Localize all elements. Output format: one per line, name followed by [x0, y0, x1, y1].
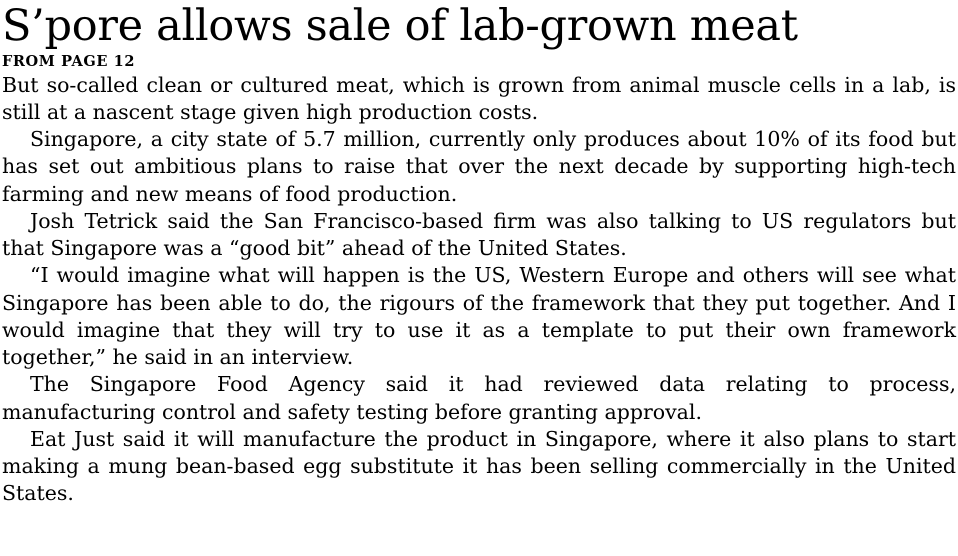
paragraph: The Singapore Food Agency said it had reviewed data relating to process, manufacturing control and safety testing before granting approval.: [2, 372, 956, 424]
article-body: [2, 72, 956, 508]
paragraph: Eat Just said it will manufacture the product in Singapore, where it also plans to start making a mung bean-based egg substitute it has been selling commercially in the United States.: [2, 426, 956, 506]
paragraph: Singapore, a city state of 5.7 million, currently only produces about 10% of its food but has set out ambitious plans to raise that over the next decade by supporting high-tech farming and new means of food production.: [2, 127, 956, 206]
continuation-kicker: FROM PAGE 12: [2, 52, 136, 70]
paragraph: But so-called clean or cultured meat, which is grown from animal muscle cells in a lab, is still at a nascent stage given high production costs.: [2, 72, 956, 124]
paragraph: Josh Tetrick said the San Francisco-based firm was also talking to US regulators but that Singapore was a “good bit” ahead of the United States.: [2, 208, 956, 261]
page-title: S’pore allows sale of lab-grown meat: [2, 1, 798, 51]
paragraph: “I would imagine what will happen is the US, Western Europe and others will see what Singapore has been able to do, the rigours of the framework that they put together. And I would imagine that they will try to use it as a template to put their own framework together,” he said in an interview.: [2, 263, 956, 370]
